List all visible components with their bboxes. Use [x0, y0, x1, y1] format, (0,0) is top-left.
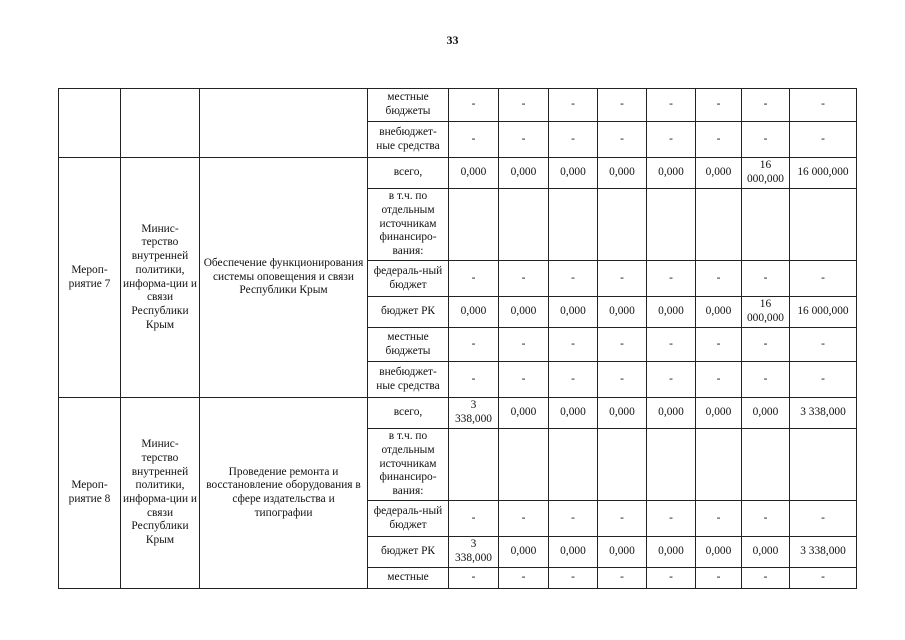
budget-table	[58, 88, 857, 589]
value-cell: 0,000	[742, 398, 790, 429]
executor-cell: Минис-терство внутренней политики, информа-ции и связи Республики Крым	[121, 398, 200, 589]
value-cell: -	[598, 568, 647, 589]
value-cell: 3 338,000	[790, 398, 857, 429]
value-cell: 0,000	[696, 297, 742, 328]
value-cell: -	[647, 362, 696, 398]
value-cell: 16 000,000	[742, 158, 790, 189]
value-cell: -	[549, 328, 598, 362]
table-row	[59, 398, 857, 429]
value-cell	[696, 429, 742, 501]
value-cell: -	[598, 261, 647, 297]
value-cell: 3 338,000	[790, 537, 857, 568]
value-cell: -	[790, 122, 857, 158]
funding-source-cell: федераль-ный бюджет	[368, 261, 449, 297]
value-cell: -	[499, 89, 549, 122]
value-cell: -	[647, 261, 696, 297]
value-cell: -	[598, 122, 647, 158]
value-cell	[742, 189, 790, 261]
value-cell: -	[696, 261, 742, 297]
funding-source-cell: всего,	[368, 398, 449, 429]
value-cell: 0,000	[549, 297, 598, 328]
value-cell: -	[449, 261, 499, 297]
event-label-cell: Мероп-риятие 8	[59, 398, 121, 589]
value-cell	[449, 189, 499, 261]
funding-source-cell: федераль-ный бюджет	[368, 501, 449, 537]
value-cell: -	[790, 328, 857, 362]
value-cell: -	[449, 568, 499, 589]
value-cell: -	[449, 362, 499, 398]
value-cell: 16 000,000	[742, 297, 790, 328]
value-cell: -	[449, 89, 499, 122]
value-cell: 0,000	[647, 398, 696, 429]
funding-source-cell: местные	[368, 568, 449, 589]
value-cell: -	[549, 362, 598, 398]
value-cell: -	[598, 328, 647, 362]
funding-source-cell: внебюджет-ные средства	[368, 122, 449, 158]
value-cell: 3 338,000	[449, 537, 499, 568]
value-cell: 0,000	[696, 537, 742, 568]
value-cell: -	[647, 328, 696, 362]
funding-source-cell: местные бюджеты	[368, 328, 449, 362]
page-number: 33	[446, 33, 459, 47]
value-cell: -	[549, 501, 598, 537]
value-cell: 0,000	[647, 537, 696, 568]
table-row	[59, 89, 857, 122]
value-cell: -	[549, 122, 598, 158]
value-cell: -	[598, 362, 647, 398]
value-cell: -	[499, 501, 549, 537]
event-name-cell: Проведение ремонта и восстановление оборудования в сфере издательства и типографии	[200, 398, 368, 589]
value-cell: -	[742, 261, 790, 297]
table-row	[59, 158, 857, 189]
value-cell: 0,000	[449, 158, 499, 189]
value-cell: -	[647, 89, 696, 122]
value-cell: -	[499, 122, 549, 158]
value-cell	[549, 189, 598, 261]
value-cell: 0,000	[499, 297, 549, 328]
executor-cell	[121, 89, 200, 158]
value-cell: -	[696, 501, 742, 537]
value-cell	[499, 429, 549, 501]
value-cell: -	[696, 122, 742, 158]
value-cell: -	[742, 568, 790, 589]
value-cell: 3 338,000	[449, 398, 499, 429]
value-cell: -	[696, 362, 742, 398]
event-name-cell	[200, 89, 368, 158]
value-cell	[790, 189, 857, 261]
funding-source-cell: в т.ч. по отдельным источникам финансиро-вания:	[368, 189, 449, 261]
value-cell: 16 000,000	[790, 158, 857, 189]
value-cell	[598, 189, 647, 261]
value-cell: -	[696, 328, 742, 362]
value-cell: 0,000	[696, 158, 742, 189]
value-cell: -	[790, 89, 857, 122]
event-label-cell	[59, 89, 121, 158]
value-cell	[549, 429, 598, 501]
value-cell: 0,000	[499, 537, 549, 568]
value-cell: 0,000	[549, 398, 598, 429]
value-cell: -	[549, 568, 598, 589]
funding-source-cell: местные бюджеты	[368, 89, 449, 122]
value-cell: -	[742, 122, 790, 158]
value-cell: 0,000	[549, 158, 598, 189]
funding-source-cell: внебюджет-ные средства	[368, 362, 449, 398]
value-cell	[742, 429, 790, 501]
value-cell: -	[598, 89, 647, 122]
value-cell: 0,000	[647, 297, 696, 328]
value-cell: -	[742, 89, 790, 122]
value-cell: -	[449, 328, 499, 362]
value-cell: -	[499, 261, 549, 297]
value-cell: 0,000	[549, 537, 598, 568]
funding-source-cell: бюджет РК	[368, 297, 449, 328]
value-cell: -	[549, 89, 598, 122]
event-name-cell: Обеспечение функционирования системы оповещения и связи Республики Крым	[200, 158, 368, 398]
value-cell: 0,000	[499, 158, 549, 189]
value-cell: 0,000	[598, 158, 647, 189]
value-cell: -	[790, 568, 857, 589]
value-cell	[696, 189, 742, 261]
budget-table-body	[59, 89, 857, 589]
funding-source-cell: всего,	[368, 158, 449, 189]
event-label-cell: Мероп-риятие 7	[59, 158, 121, 398]
value-cell	[449, 429, 499, 501]
value-cell: -	[499, 328, 549, 362]
value-cell: -	[790, 261, 857, 297]
value-cell: -	[647, 501, 696, 537]
value-cell: -	[790, 501, 857, 537]
value-cell: -	[499, 362, 549, 398]
executor-cell: Минис-терство внутренней политики, информа-ции и связи Республики Крым	[121, 158, 200, 398]
funding-source-cell: в т.ч. по отдельным источникам финансиро-вания:	[368, 429, 449, 501]
value-cell: 0,000	[598, 398, 647, 429]
value-cell: -	[696, 89, 742, 122]
value-cell	[647, 429, 696, 501]
value-cell	[790, 429, 857, 501]
value-cell: -	[647, 568, 696, 589]
funding-source-cell: бюджет РК	[368, 537, 449, 568]
value-cell: 0,000	[499, 398, 549, 429]
value-cell: -	[449, 501, 499, 537]
value-cell: 0,000	[598, 537, 647, 568]
value-cell: 0,000	[449, 297, 499, 328]
value-cell: -	[598, 501, 647, 537]
value-cell: 0,000	[598, 297, 647, 328]
value-cell: -	[742, 362, 790, 398]
value-cell: 0,000	[647, 158, 696, 189]
value-cell: -	[742, 501, 790, 537]
value-cell: -	[549, 261, 598, 297]
value-cell: -	[449, 122, 499, 158]
value-cell: -	[790, 362, 857, 398]
value-cell: -	[742, 328, 790, 362]
value-cell: -	[499, 568, 549, 589]
value-cell: 0,000	[742, 537, 790, 568]
value-cell: 0,000	[696, 398, 742, 429]
value-cell	[647, 189, 696, 261]
value-cell: 16 000,000	[790, 297, 857, 328]
value-cell	[598, 429, 647, 501]
value-cell: -	[647, 122, 696, 158]
value-cell	[499, 189, 549, 261]
value-cell: -	[696, 568, 742, 589]
